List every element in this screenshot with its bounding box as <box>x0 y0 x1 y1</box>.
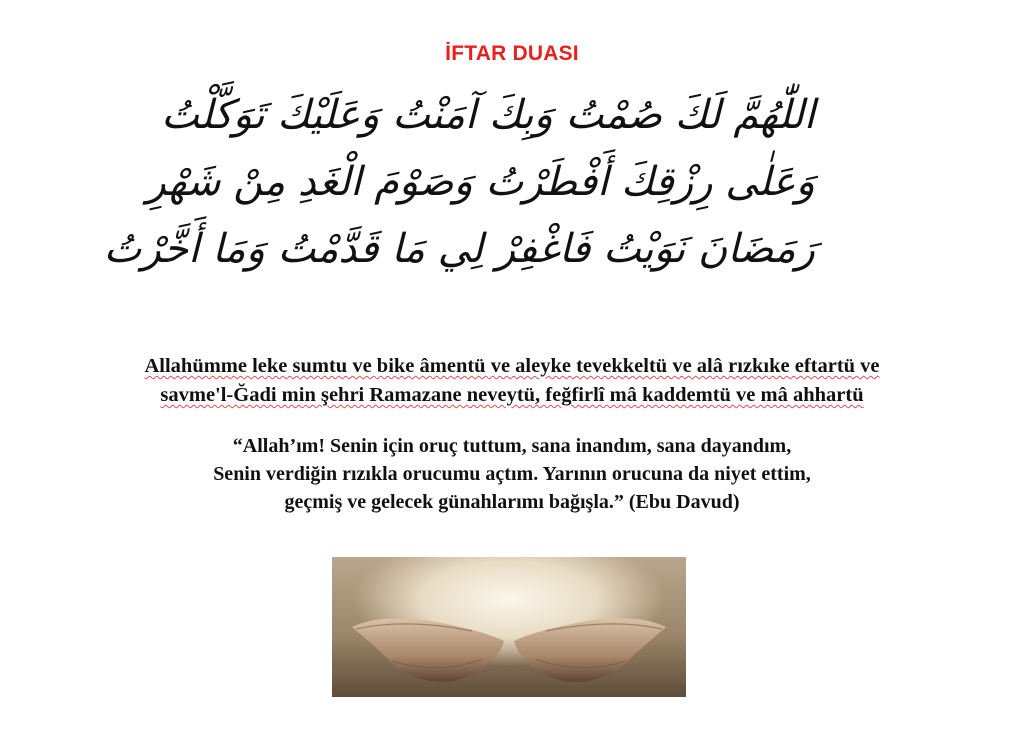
transliteration-line-2: savme'l-Ğadi min şehri Ramazane neveytü, feğfirlî mâ kaddemtü ve mâ ahhartü <box>160 384 864 406</box>
transliteration-line-1: Allahümme leke sumtu ve bike âmentü ve aleyke tevekkeltü ve alâ rızkıke eftartü ve <box>144 355 880 377</box>
arabic-prayer-text <box>103 82 815 283</box>
transliteration-block <box>20 352 1004 410</box>
page-title: İFTAR DUASI <box>445 42 579 65</box>
translation-block <box>20 432 1004 516</box>
praying-hands-icon <box>332 557 686 697</box>
praying-hands-image <box>332 557 686 697</box>
arabic-line-1: اللّٰهُمَّ لَكَ صُمْتُ وَبِكَ آمَنْتُ وَعَلَيْكَ تَوَكَّلْتُ <box>161 92 815 138</box>
translation-line-3: geçmiş ve gelecek günahlarımı bağışla.” (Ebu Davud) <box>284 491 740 513</box>
arabic-line-3: رَمَضَانَ نَوَيْتُ فَاغْفِرْ لِي مَا قَدَّمْتُ وَمَا أَخَّرْتُ <box>103 226 815 272</box>
translation-line-1: “Allah’ım! Senin için oruç tuttum, sana inandım, sana dayandım, <box>232 435 792 457</box>
translation-line-2: Senin verdiğin rızıkla orucumu açtım. Yarının orucuna da niyet ettim, <box>213 463 811 485</box>
arabic-line-2: وَعَلٰى رِزْقِكَ أَفْطَرْتُ وَصَوْمَ الْغَدِ مِنْ شَهْرِ <box>146 159 815 205</box>
